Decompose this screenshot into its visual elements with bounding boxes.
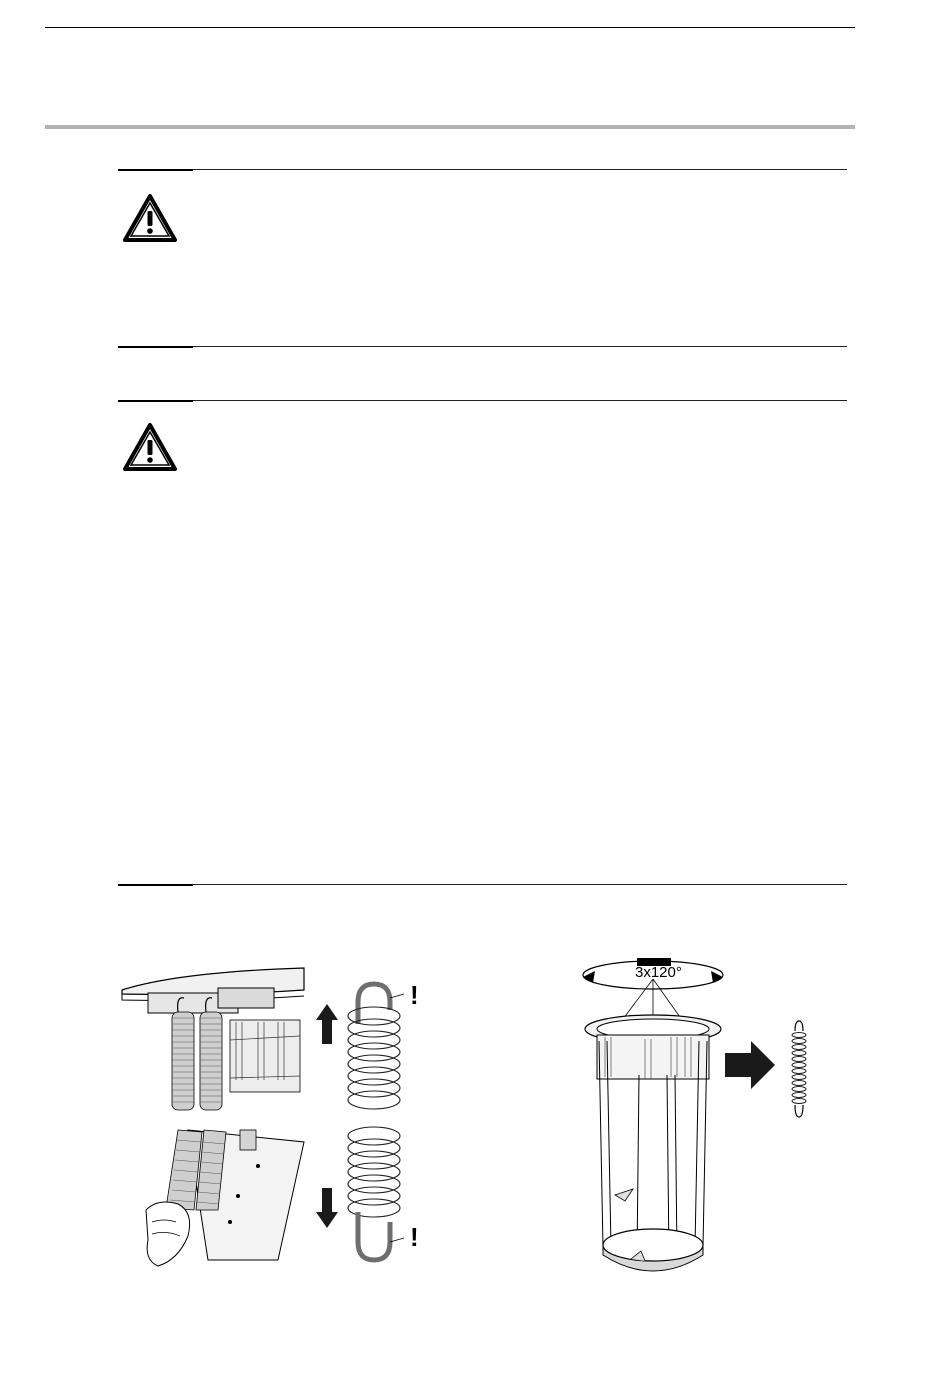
header-rule — [45, 27, 855, 28]
dispenser-spring-figure — [575, 955, 835, 1285]
section-band — [45, 125, 855, 129]
warning-triangle-icon — [122, 193, 178, 243]
warning-block-2-top-rule — [118, 400, 847, 401]
arrow-down-icon — [316, 1188, 338, 1228]
extension-spring-icon — [792, 1021, 806, 1117]
warning-triangle-icon — [122, 422, 178, 472]
warning-block-2-bottom-rule — [118, 884, 847, 885]
angle-label: 3x120° — [635, 964, 682, 981]
attention-marker-top: ! — [410, 980, 419, 1010]
spring-hook-figure — [118, 960, 438, 1280]
spring-mount-photo-bottom — [146, 1130, 304, 1266]
warning-block-top-rule — [118, 169, 847, 170]
warning-block-bottom-rule — [118, 346, 847, 347]
spring-mount-photo-top — [118, 968, 304, 1112]
spring-detail-top — [348, 984, 404, 1109]
arrow-right-icon — [725, 1041, 775, 1089]
spring-detail-bottom — [348, 1127, 404, 1260]
attention-marker-bottom: ! — [410, 1222, 419, 1252]
arrow-up-icon — [316, 1004, 338, 1044]
